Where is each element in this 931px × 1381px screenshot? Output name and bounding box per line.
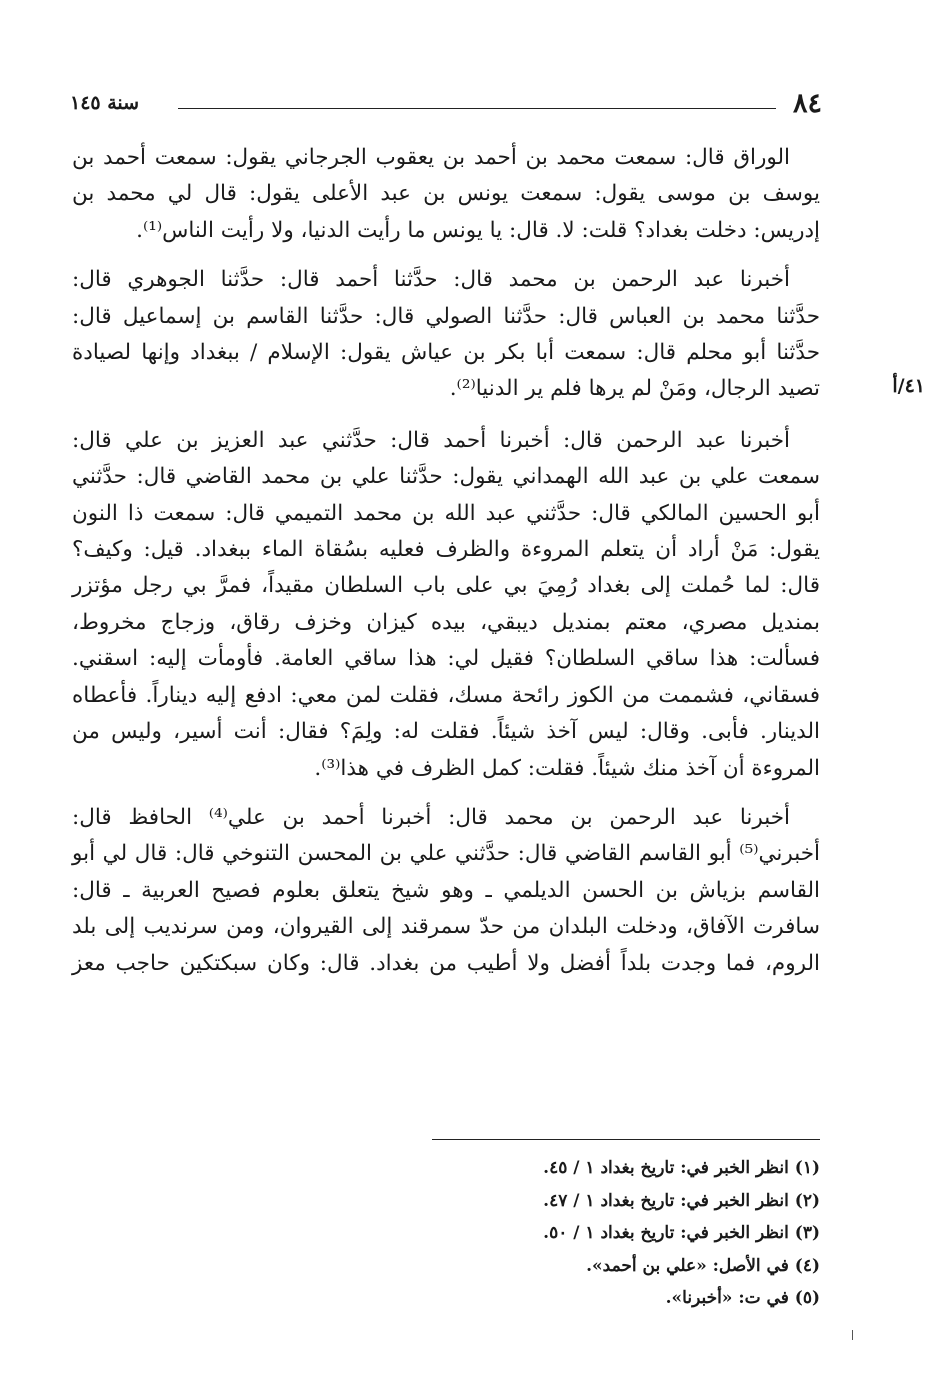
running-header bbox=[70, 88, 822, 128]
text-line: إدريس: دخلت بغداد؟ قلت: لا. قال: يا يونس ما رأيت الدنيا، ولا رأيت الناس⁽¹⁾. bbox=[136, 217, 820, 243]
text-line: قال: لما حُملت إلى بغداد رُمِيَ بي على باب السلطان مقيداً، فمرَّ بي رجل مؤتزر bbox=[72, 573, 820, 599]
text-line: سمعت علي بن عبد الله الهمداني يقول: حدَّثنا علي بن محمد القاضي قال: حدَّثني bbox=[72, 464, 820, 490]
text-line: أخبرنا عبد الرحمن بن محمد قال: أخبرنا أحمد بن علي⁽⁴⁾ الحافظ قال: bbox=[72, 804, 791, 830]
text-line: الوراق قال: سمعت محمد بن أحمد بن يعقوب الجرجاني يقول: سمعت أحمد بن bbox=[72, 145, 790, 170]
text-line: الروم، فما وجدت بلداً أفضل ولا أطيب من بغداد. قال: وكان سبكتكين حاجب معز bbox=[72, 950, 820, 976]
text-line: حدَّثنا أبو محلم قال: سمعت أبا بكر بن عياش يقول: الإسلام / ببغداد وإنها لصيادة bbox=[72, 340, 820, 366]
paragraph bbox=[72, 800, 820, 982]
text-line: يقول: مَنْ أراد أن يتعلم المروءة والظرف فعليه بسُقاة الماء ببغداد. قيل: وكيف؟ bbox=[72, 537, 820, 563]
page-number: ٨٤ bbox=[792, 88, 822, 119]
text-line: أخبرنا عبد الرحمن بن محمد قال: حدَّثنا أحمد قال: حدَّثنا الجوهري قال: bbox=[72, 267, 790, 293]
footnote: (٣) انظر الخبر في: تاريخ بغداد ١ / ٥٠. bbox=[543, 1223, 820, 1244]
text-line: أخبرنا عبد الرحمن قال: أخبرنا أحمد قال: حدَّثني عبد العزيز بن علي قال: bbox=[72, 427, 790, 453]
footnote: (٢) انظر الخبر في: تاريخ بغداد ١ / ٤٧. bbox=[543, 1190, 820, 1211]
text-line: المروءة أن آخذ منك شيئاً. فقلت: كمل الظرف في هذا⁽³⁾. bbox=[314, 755, 820, 781]
footnote: (١) انظر الخبر في: تاريخ بغداد ١ / ٤٥. bbox=[543, 1158, 820, 1178]
footnote: (٤) في الأصل: «علي بن أحمد». bbox=[586, 1255, 820, 1276]
footnote: (٥) في ت: «أخبرنا». bbox=[665, 1288, 820, 1309]
paragraph bbox=[72, 262, 820, 408]
text-line: يوسف بن موسى يقول: سمعت يونس بن عبد الأعلى يقول: قال لي محمد بن bbox=[72, 181, 820, 207]
text-line: الدينار. فأبى. وقال: ليس آخذ شيئاً. فقلت له: ولِمَ؟ فقال: أنت أسير، وليس من bbox=[72, 719, 820, 745]
text-line: تصيد الرجال، ومَنْ لم يرها فلم ير الدنيا⁽²⁾. bbox=[449, 376, 820, 402]
text-line: أخبرني⁽⁵⁾ أبو القاسم القاضي قال: حدَّثني علي بن المحسن التنوخي قال: قال لي أبو bbox=[72, 841, 820, 867]
main-text bbox=[72, 140, 820, 994]
footnotes bbox=[300, 1152, 820, 1315]
text-line: القاسم بزياش بن الحسن الديلمي ـ وهو شيخ يتعلق بعلوم فصيح العربية ـ قال: bbox=[72, 877, 820, 903]
footnote-rule bbox=[432, 1139, 820, 1140]
scan-mark bbox=[852, 1330, 853, 1340]
header-rule bbox=[178, 108, 776, 109]
text-line: فسألت: هذا ساقي السلطان؟ فقيل لي: هذا ساقي العامة. فأومأت إليه: اسقني. bbox=[72, 646, 820, 672]
text-line: حدَّثنا محمد بن العباس قال: حدَّثنا الصولي قال: حدَّثنا القاسم بن إسماعيل قال: bbox=[72, 303, 820, 329]
text-line: فسقاني، فشممت من الكوز رائحة مسك، فقلت لمن معي: ادفع إليه ديناراً. فأعطاه bbox=[72, 682, 820, 708]
paragraph bbox=[72, 423, 820, 787]
text-line: سافرت الآفاق، ودخلت البلدان من حدّ سمرقند إلى القيروان، ومن سرنديب إلى بلد bbox=[72, 914, 820, 940]
text-line: بمنديل مصري، معتم بمنديل ديبقي، بيده كيزان وخزف رقاق، وزجاج مخروط، bbox=[72, 609, 820, 635]
paragraph bbox=[72, 140, 820, 249]
margin-folio-note: ٤١/أ bbox=[892, 375, 925, 397]
text-line: أبو الحسين المالكي قال: حدَّثني عبد الله بن محمد التميمي قال: سمعت ذا النون bbox=[72, 500, 820, 526]
running-title: سنة ١٤٥ bbox=[70, 92, 140, 114]
